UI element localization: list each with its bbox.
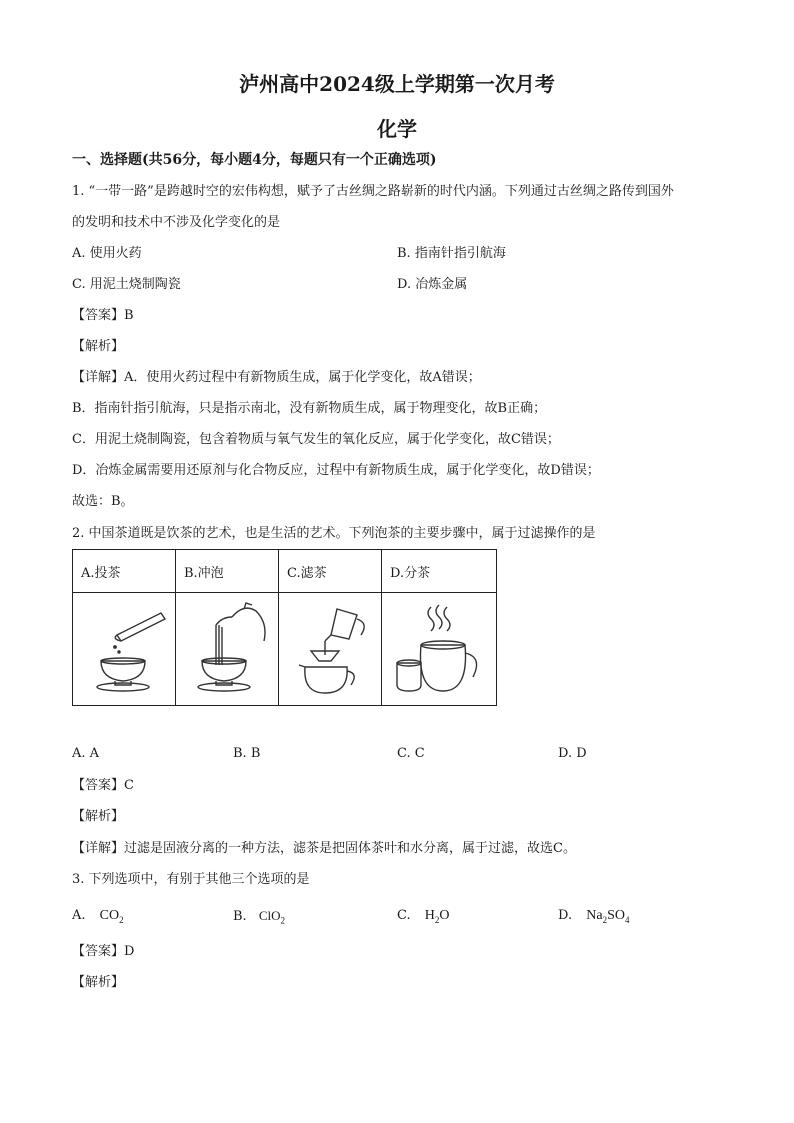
q1-conclusion: 故选：B。 (72, 494, 134, 509)
tea-image-b (176, 593, 279, 706)
formula-h2o: $H_2O$ (424, 908, 450, 925)
formula-clo2: ClO$_2$ (258, 908, 285, 926)
q1-stem-line2: 的发明和技术中不涉及化学变化的是 (72, 215, 281, 230)
q3-option-d (558, 907, 629, 929)
q2-option-d: D. D (558, 746, 587, 761)
q2-option-a: A. A (72, 746, 100, 761)
q3-analysis-label: 【解析】 (72, 975, 125, 990)
q1-option-c: C. 用泥土烧制陶瓷 (72, 277, 181, 292)
tea-header-d: D.分茶 (382, 550, 497, 593)
q1-detail-b: B．指南针指引航海，只是指示南北，没有新物质生成，属于物理变化，故B正确； (72, 401, 547, 416)
q2-stem: 2. 中国茶道既是饮茶的艺术，也是生活的艺术。下列泡茶的主要步骤中，属于过滤操作的是 (72, 526, 596, 541)
q3-stem: 3. 下列选项中，有别于其他三个选项的是 (72, 872, 310, 887)
q3-option-a (72, 907, 124, 929)
serving-tea-illustration (387, 595, 491, 699)
q3-option-a-label: A. (72, 908, 86, 923)
q3-option-d-label: D. (558, 908, 573, 923)
q1-detail-c: C．用泥土烧制陶瓷，包含着物质与氧气发生的氧化反应，属于化学变化，故C错误； (72, 432, 560, 447)
tea-header-b: B.冲泡 (176, 550, 279, 593)
q3-option-b (233, 907, 285, 930)
formula-na2so4: $Na_2SO_4$ (586, 908, 630, 925)
tea-header-a: A.投茶 (73, 550, 176, 593)
section-heading: 一、选择题(共56分，每小题4分，每题只有一个正确选项) (72, 152, 437, 168)
q3-answer: 【答案】D (72, 944, 135, 959)
formula-co2: $CO_2$ (99, 908, 124, 925)
q1-stem-line1: 1. “一带一路”是跨越时空的宏伟构想，赋予了古丝绸之路崭新的时代内涵。下列通过古丝绸之路传到国外 (72, 184, 674, 199)
subject-title: 化学 (377, 117, 417, 141)
q3-option-b-label: B. (233, 909, 247, 924)
tea-image-d (382, 593, 497, 706)
q3-option-c (397, 907, 450, 929)
adding-tea-illustration (79, 595, 169, 699)
q1-option-b: B. 指南针指引航海 (397, 246, 506, 261)
q1-option-d: D. 冶炼金属 (397, 277, 468, 292)
tea-image-c (279, 593, 382, 706)
tea-steps-table (72, 549, 497, 706)
q2-answer: 【答案】C (72, 778, 134, 793)
q2-option-c: C. C (397, 746, 425, 761)
q3-option-c-label: C. (397, 908, 411, 923)
q1-answer: 【答案】B (72, 308, 134, 323)
q2-detail: 【详解】过滤是固液分离的一种方法，滤茶是把固体茶叶和水分离，属于过滤，故选C。 (72, 841, 576, 856)
q2-analysis-label: 【解析】 (72, 809, 125, 824)
filtering-tea-illustration (285, 595, 375, 699)
brewing-tea-illustration (182, 595, 272, 699)
q1-detail-a: 【详解】A．使用火药过程中有新物质生成，属于化学变化，故A错误； (72, 370, 481, 385)
exam-title: 泸州高中2024级上学期第一次月考 (239, 72, 555, 96)
tea-image-a (73, 593, 176, 706)
q2-option-b: B. B (233, 746, 261, 761)
q1-analysis-label: 【解析】 (72, 339, 125, 354)
q1-option-a: A. 使用火药 (72, 246, 142, 261)
tea-header-c: C.滤茶 (279, 550, 382, 593)
q1-detail-d: D．冶炼金属需要用还原剂与化合物反应，过程中有新物质生成，属于化学变化，故D错误； (72, 463, 600, 478)
